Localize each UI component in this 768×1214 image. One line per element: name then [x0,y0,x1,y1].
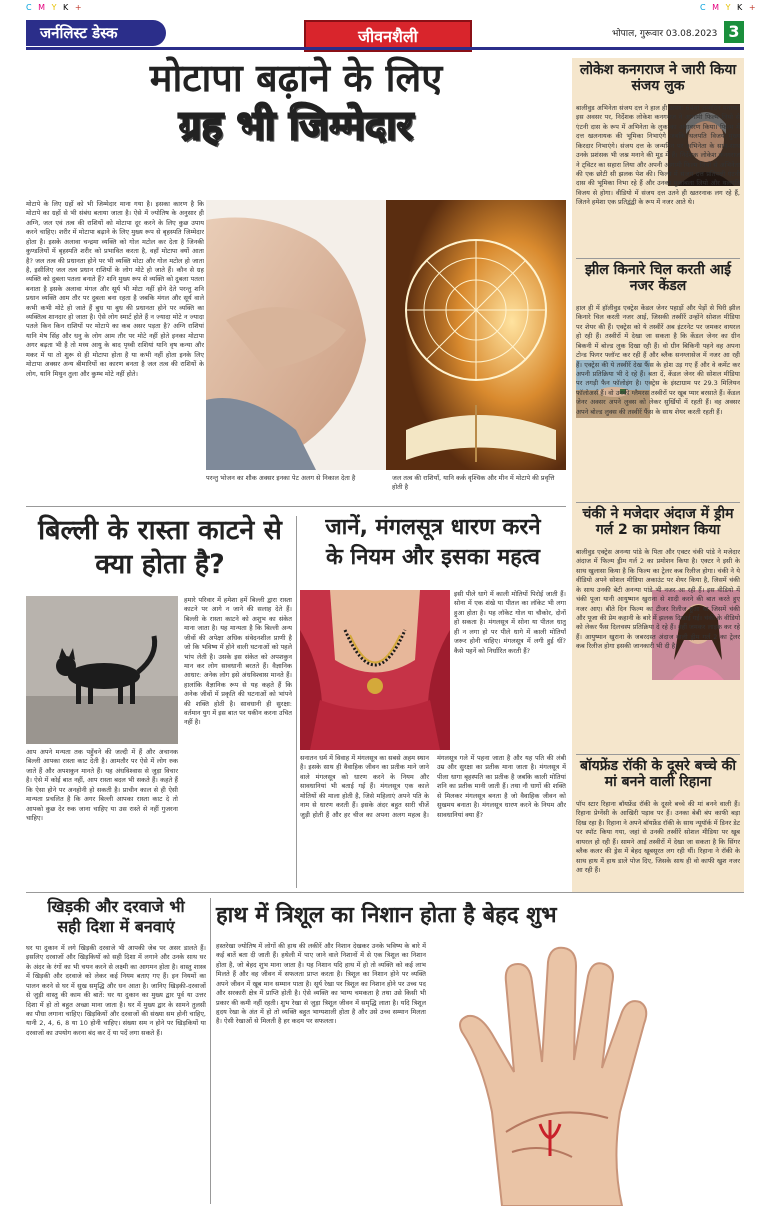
lead-body: मोटापे के लिए ग्रहों को भी जिम्मेदार माना गया है। इसका कारण है कि मोटापे का ग्रहों से भी संबंध बताया जाता है। ऐसे में ज्योतिष के अनुसार ही अग्नि, जल एवं तत्व की राशियों को मोटापा दूर करने के लिए कुछ उपाय करने चाहिए। शरीर में मोटापा बढ़ाने के लिए मुख्य रूप से बृहस्पति जिम्मेदार होता है। इसके अलावा चन्द्रमा व्यक्ति को गोल मटोल कर देता है जिनकी कुण्डलियों में बृहस्पति शरीर को प्रभावित करता है, वहाँ मोटापा क्यों आता है? जल तत्व की प्रधानता होने पर भी व्यक्ति मोटा और गोल मटोल हो जाता है, इसीलिए जल तत्व प्रधान राशियों के लोग मोटे हो जाते हैं। कौन से ग्रह व्यक्ति को दुबला पतला बनाते हैं? शनि मुख्य रूप से व्यक्ति को दुबला पतला बनाता है इसके अलावा मंगल और सूर्य भी मोटा नहीं होने देते परन्तु शनि प्रधान व्यक्ति आम तौर पर दुबला बना रहता है जबकि मंगल और सूर्य वाले कभी कभी मोटे हो जाते हैं बुध या बुध की प्रधानता होने पर व्यक्ति का व्यक्तित्व शानदार हो जाता है। ऐसे लोग स्मार्ट होते हैं न ज्यादा मोटे न ज्यादा पतले किन किन राशियों पर मोटापे का कब असर पड़ता है? अग्नि राशियां यानि मेष सिंह और धनु के लोग आम तौर पर मोटे नहीं होते इनका मोटापा अगर बढ़ता भी है तो मध्य आयु के बाद पृथ्वी राशियां यानि वृष कन्या और मकर में या तो शुरू से ही मोटापा होता है या कभी नहीं होता इनके लिए मोटापा अक्सर अन्य बीमारियों का कारण बनता है जल तत्व की राशियों के लोग, यानि मिथुन तुला और कुम्भ मोटे नहीं होते। [26,200,204,378]
mangalsutra-image [300,590,450,750]
page-title: जीवनशैली [304,20,472,52]
page-number: 3 [724,21,744,43]
palm-trishul-illustration [432,942,744,1206]
sidebar-body-4: पॉप स्टार रिहाना बॉयफ्रेंड रॉकी के दूसरे बच्चे की मां बनने वाली हैं। रिहाना प्रेग्नेंसी के आखिरी पड़ाव पर हैं। उनका बेबी बंप काफी बड़ा दिख रहा है। रिहाना ने अपने बॉयफ्रेंड रॉकी के साथ न्यूयॉर्क में डिनर डेट पर स्पॉट किया गया, जहां से उनकी तस्वीरें सोशल मीडिया पर खूब वायरल हो रही हैं। सामने आई तस्वीरों में देखा जा सकता है कि सिंगर ब्लैक कलर की ड्रेस में बेहद खूबसूरत लग रही थीं। रिहाना ने रॉकी के साथ हाथ में हाथ डाले पोज दिए, जिसके साथ ही वो काफी खुश नजर आ रही हैं। [576,800,740,874]
palm-headline: हाथ में त्रिशूल का निशान होता है बेहद शुभ [216,903,557,928]
cat-headline-line1: बिल्ली के रास्ता काटने से [38,515,282,546]
lead-caption-right: जल तत्व की राशियाँ, यानि कर्क वृश्चिक और मीन में मोटापे की प्रवृत्ति होती है [392,474,555,492]
sidebar-headline-1: लोकेश कनगराज ने जारी किया संजय लुक [579,62,737,95]
black-cat-illustration [26,596,178,744]
divider [296,516,297,888]
divider [26,506,566,507]
divider [576,754,740,755]
mangalsutra-headline-line2: के नियम और इसका महत्व [325,545,541,570]
divider [576,502,740,503]
print-mark-right: C M Y K + [700,3,758,12]
divider [210,898,211,1204]
bride-mangalsutra-illustration [300,590,450,750]
cat-caption: आप अपने मन्यता तक पहुँचने की जल्दी में हैं और अचानक बिल्ली आपका रास्ता काट देती है। आमतौर पर ऐसे में लोग रुक जाते हैं और अपशकुन मानते हैं। यह अंधविश्वास से जुड़ा विचार है। ऐसे में कोई बात नहीं, आप रास्ता बदल भी सकते हैं। कहते हैं कि ऐसा होने पर अनहोनी हो सकती है। प्राचीन काल से ही ऐसी मान्यता प्रचलित है कि अगर बिल्ली आपका रास्ता काट दे तो आपको कुछ देर रुक जाना चाहिए या उस रास्ते से नहीं गुजरना चाहिए। [26,748,178,822]
sidebar-body-2: हाल ही में हॉलीवुड एक्ट्रेस केंडल जेनर पहाड़ों और पेड़ों से घिरी झील किनारे चिल करती नजर आई, जिसकी तस्वीरें उन्होंने सोशल मीडिया पर शेयर की हैं। एक्ट्रेस को ये तस्वीरें अब इंटरनेट पर जमकर वायरल हो रही हैं। तस्वीरों में देखा जा सकता है कि केंडल जेनर का ग्रीन बिकनी में बोल्ड लुक दिखा रही हैं। वो ग्रीन बिकिनी पहने वह अपना टोन्ड फिगर फ्लॉन्ट कर रही हैं और ब्लैक सनग्लासेज में नजर आ रही हैं। एक्ट्रेस की ये तस्वीरें देख फैंस के होश उड़ गए हैं और वे कमेंट कर अपनी प्रतिक्रिया भी दे रहे हैं। बता दें, केंडल जेनर की सोशल मीडिया पर तगड़ी फैन फॉलोइंग है। एक्ट्रेस के इंस्टाग्राम पर 29.3 मिलियन फॉलोअर्स हैं। वो उनकी ग्लैमरस तस्वीरों पर खूब प्यार बरसाते हैं। केंडल जेनर अक्सर अपने लुक्स को लेकर सुर्खियों में रहती हैं। वह अक्सर अपने बोल्ड लुक्स की तस्वीरें फैंस के साथ शेयर करती रहती हैं। [576,304,740,416]
cat-headline-line2: क्या होता है? [95,549,225,580]
doors-body: घर या दुकान में लगे खिड़की दरवाजे भी आपकी जेब पर असर डालते हैं। इसलिए दरवाजों और खिड़कियों को सही दिशा में लगाने और उनके साथ घर के अंदर के रंगों का भी चयन करने से लक्ष्मी का आगमन होता है। वास्तु शास्त्र में खिड़की और दरवाजे को लेकर कई नियम बताए गए हैं। इन नियमों का पालन करने से घर में सुख समृद्धि और धन आता है। जानिए खिड़की-दरवाजों से जुड़ी वास्तु की काम की बातें: घर या दुकान का मुख्य द्वार पूर्व या उत्तर दिशा में हो तो बहुत अच्छा माना जाता है। घर में मुख्य द्वार के सामने तुलसी का पौधा लगाना चाहिए। खिड़कियों और दरवाजों की संख्या सम होनी चाहिए, यानी 2, 4, 6, 8 या 10 होनी चाहिए। संख्या सम न होने पर खिड़कियों या दरवाजों का उपयोग करना बंद कर दें या पर्दे लगा सकते हैं। [26,944,206,1037]
mangalsutra-side-text: इसी पीले धागे में काली मोतियों पिरोई जाती हैं। सोना में एक शंखे या पीतल का लॉकेट भी लगा हुआ होता है। यह लॉकेट गोल या चौकोर, दोनों हो सकता है। मंगलसूत्र में सोना या पीतल धातु ही न लगा हो पर पीले धागे में काली मोतियाँ जरूर होनी चाहिए। मंगलसूत्र में लगी हुई धीं? कैसे पहनें को निर्धारित करती हैं? [454,590,566,655]
divider [576,258,740,259]
cat-body: हमारे परिवार में हमेशा हमें बिल्ली द्वारा रास्ता काटने पर आगे न जाने की सलाह देते हैं। बिल्ली के रास्ता काटने को अशुभ का संकेत माना जाता है। यह मान्यता है कि बिल्ली अन्य जीवों की अपेक्षा अधिक संवेदनशील प्राणी है जो कि भविष्य में होने वाली घटनाओं को पहले भांप लेती है। उसके इस संकेत को अपशकुन मान कर लोग सावधानी बरतते हैं। वैज्ञानिक आधार: अनेक लोग इसे अंधविश्वास मानते हैं। हालांकि वैज्ञानिक रूप से यह कहते हैं कि अनेक जीवों में प्रकृति की घटनाओं को भांपने की शक्ति होती है। सावधानी ही सुरक्षा: वर्तमान युग में इस बात पर यकीन करना उचित नहीं है। [184,596,292,727]
doors-headline-line2: सही दिशा में बनवाएं [57,917,175,936]
cat-image [26,596,178,744]
lead-headline-line2: ग्रह भी जिम्मेदार [178,103,413,149]
print-mark-left: C M Y K + [26,3,84,12]
mangalsutra-body: सनातन धर्म में विवाह में मंगलसूत्र का सबसे अहम स्थान है। इसके साथ ही वैवाहिक जीवन का प्रतीक माने जाने वाले मंगलसूत्र को धारण करने के नियम और सावधानियां भी बताई गई हैं। मंगलसूत्र एक काले मोतियों की माला होती है, जिसे महिलाएं अपने पति के नाम से धारण करती हैं। इसके अंदर बहुत सारी चीजें जुड़ी होती हैं और हर चीज का अपना अलग महत्व है। मंगलसूत्र गले में पहना जाता है और यह पति की लंबी उम्र और सुरक्षा का प्रतीक माना जाता है। मंगलसूत्र में पीला धागा बृहस्पति का प्रतीक है जबकि काली मोतियां शनि का प्रतीक मानी जाती हैं। तथा नौ धागों की शक्ति से मिलकर मंगलसूत्र बनता है जो वैवाहिक जीवन को सुखमय बनाता है। मंगलसूत्र धारण करने के नियम और सावधानियां क्या हैं? [300,754,566,819]
palm-body: हस्तरेखा ज्योतिष में लोगों की हाथ की लकीरें और निशान देखकर उनके भविष्य के बारे में कई बातें बता दी जाती हैं। हथेली में पाए जाने वाले निशानों में से एक त्रिशूल का निशान होता है, जो बेहद शुभ माना जाता है। यह निशान यदि हाथ में हो तो व्यक्ति को कई लाभ मिलते हैं और वह जीवन में सफलता प्राप्त करता है। त्रिशूल का निशान होने पर व्यक्ति अपने जीवन में खूब मान सम्मान पाता है। सूर्य रेखा पर त्रिशूल का निशान होने पर उच्च पद और सरकारी क्षेत्र में प्राप्ति होती है। ऐसे व्यक्ति का भाग्य चमकता है तथा उसे किसी भी प्रकार की कमी नहीं रहती। शुभ रेखा से जुड़ा त्रिशूल जीवन में समृद्धि लाता है। यदि त्रिशूल हृदय रेखा के अंत में हो तो व्यक्ति बहुत भाग्यशाली होता है और उसे उच्च सम्मान मिलता है। ऐसी रेखाओं से मिलती है हर कदम पर सफलता। [216,942,426,1026]
lead-image [206,200,566,470]
lead-caption-left: परन्तु भोजन का शौक अक्सर इनका पेट अलग से निकाल देता है [206,474,356,482]
sidebar-headline-2: झील किनारे चिल करती आई नजर केंडल [585,262,731,295]
divider [26,892,744,893]
dateline: भोपाल, गुरूवार 03.08.2023 [612,29,718,39]
masthead-rule [26,47,744,50]
mangalsutra-headline-line1: जानें, मंगलसूत्र धारण करने [325,515,541,540]
palm-image [432,942,744,1206]
doors-headline-line1: खिड़की और दरवाजे भी [47,897,185,916]
sidebar-body-3: बालीवुड एक्ट्रेस अनन्या पांडे के पिता और एक्टर चंकी पांडे ने मजेदार अंदाज में फिल्म ड्रीम गर्ल 2 का प्रमोशन किया है। एक्टर ने इसी के साथ खुलासा किया है कि फिल्म का ट्रेलर कब रिलीज होगा। चंकी ने ये वीडियो अपने सोशल मीडिया अकाउंट पर शेयर किया है, जिसमें चंकी के साथ उनकी बेटी अनन्या पांडे भी नजर आ रही हैं। इस वीडियो में चंकी पूजा यानी आयुष्मान खुराना से शादी करने की बात करते हुए नजर आए। बीते दिन फिल्म का टीजर रिलीज हुआ था जिसमें चंकी और पूजा की प्रेम कहानी के बारे में झलक दिखाई गई। चंकी के वीडियो को लेकर फैंस दिलचस्प प्रतिक्रिया दे रहे हैं। वहीं जमकर लाइक कर रहे हैं। आयुष्मान खुराना के जबरदस्त अंदाज वाली ड्रीम गर्ल 2 का ट्रेलर कब रिलीज होगा इसकी जानकारी भी दी है। [576,548,740,651]
sidebar-body-1: बालीवुड अभिनेता संजय दत्त ने हाल ही अपना 64वां जन्मदिन मनाया। इस अवसर पर, निर्देशक लोकेश कनगराज ने आगामी फिल्म लियो से एंटनी दास के रूप में अभिनेता के लुक का अनावरण किया। फिल्म में दत्त खलनायक की भूमिका निभाएंगे जबकि थलपति विजय मुख्य किरदार निभाएंगे। संजय दत्त के जन्मदिन पर अभिनेता के साथ-साथ उनके प्रशंसक भी जश्न मनाने की मूड में हैं। निर्देशक लोकेश कनगराज ने ट्विटर का सहारा लिया और अपनी आगामी फिल्म लियो से अभिनेता की एक छोटी सी झलक पेश की। फिल्म में संजय दत्त प्रतिपक्षी एंटनी दास की भूमिका निभा रहे हैं और उनका मुकाबला लियो और थलपति विजय से होगा। वीडियो में संजय दत्त उतने ही खतरनाक लग रहे हैं, जितने हमेशा एक प्रतिद्वंद्वी के रूप में नजर आते थे। [576,104,740,207]
section-tag: जर्नलिस्ट डेस्क [26,20,166,46]
sidebar-headline-3: चंकी ने मजेदार अंदाज में ड्रीम गर्ल 2 का प्रमोशन किया [582,506,734,539]
lead-headline-line1: मोटापा बढ़ाने के लिए [149,56,443,100]
sidebar-headline-4: बॉयफ्रेंड रॉकी के दूसरे बच्चे की मां बनने वाली रिहाना [579,758,737,791]
belly-zodiac-illustration [206,200,566,470]
